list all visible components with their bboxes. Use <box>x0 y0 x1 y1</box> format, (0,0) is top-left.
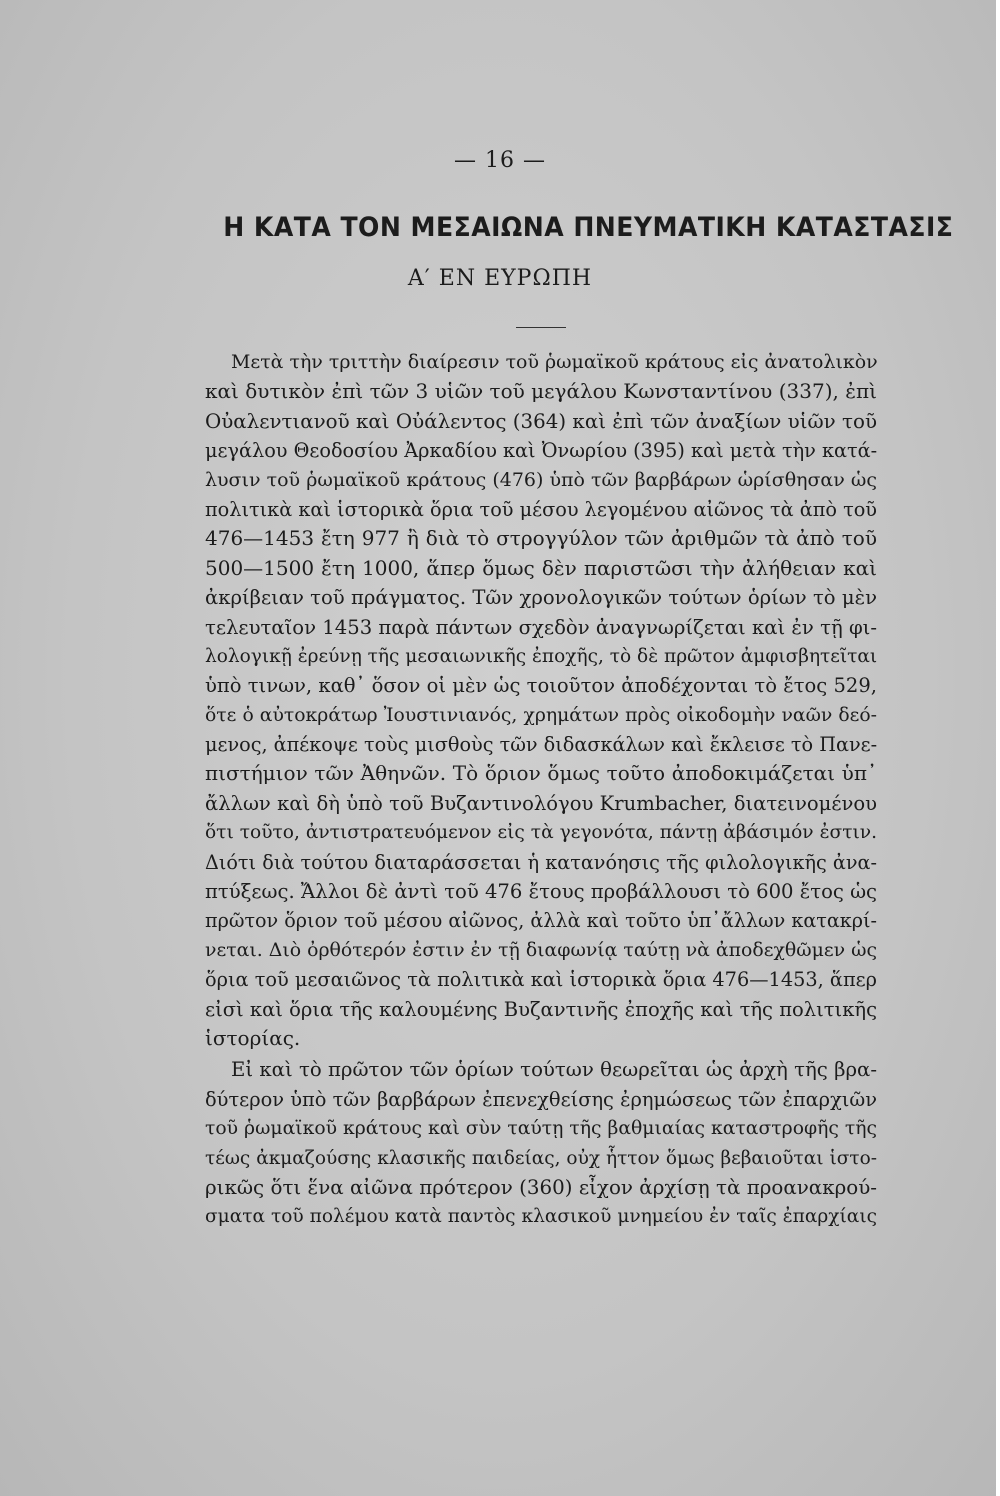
text-line: τελευταῖον 1453 παρὰ πάντων σχεδὸν ἀναγνωρίζεται καὶ ἐν τῇ φι- <box>205 615 877 639</box>
text-line: τοῦ ῥωμαϊκοῦ κράτους καὶ σὺν ταύτῃ τῆς βαθμιαίας καταστροφῆς τῆς <box>205 1118 877 1140</box>
text-line: τέως ἀκμαζούσης κλασικῆς παιδείας, οὐχ ἧττον ὅμως βεβαιοῦται ἱστο- <box>205 1147 877 1169</box>
text-line: ἄλλων καὶ δὴ ὑπὸ τοῦ Βυζαντινολόγου Krumbacher, διατεινομένου <box>205 791 877 815</box>
text-line: καὶ δυτικὸν ἐπὶ τῶν 3 υἱῶν τοῦ μεγάλου Κωνσταντίνου (337), ἐπὶ <box>205 379 877 404</box>
text-line: ρικῶς ὅτι ἕνα αἰῶνα πρότερον (360) εἶχον ἀρχίσῃ τὰ προανακρού- <box>205 1175 877 1199</box>
text-line: πιστήμιον τῶν Ἀθηνῶν. Τὸ ὅριον ὅμως τοῦτο ἀποδοκιμάζεται ὑπ᾿ <box>205 761 877 786</box>
text-line: ὅτι τοῦτο, ἀντιστρατευόμενον εἰς τὰ γεγονότα, πάντῃ ἀβάσιμόν ἐστιν. <box>205 822 877 844</box>
text-line: εἰσὶ καὶ ὅρια τῆς καλουμένης Βυζαντινῆς ἐποχῆς καὶ τῆς πολιτικῆς <box>205 997 877 1021</box>
text-line: λολογικῇ ἐρεύνῃ τῆς μεσαιωνικῆς ἐποχῆς, τὸ δὲ πρῶτον ἀμφισβητεῖται <box>205 645 878 667</box>
section-subtitle: Α′ ΕΝ ΕΥΡΩΠΗ <box>407 266 593 291</box>
text-line: ὅτε ὁ αὐτοκράτωρ Ἰουστινιανός, χρημάτων πρὸς οἰκοδομὴν ναῶν δεό- <box>205 704 877 726</box>
page-edge <box>996 0 1000 1496</box>
text-line: πολιτικὰ καὶ ἱστορικὰ ὅρια τοῦ μέσου λεγομένου αἰῶνος τὰ ἀπὸ τοῦ <box>205 497 878 521</box>
body-text <box>205 348 877 1232</box>
text-line: δύτερον ὑπὸ τῶν βαρβάρων ἐπενεχθείσης ἐρημώσεως τῶν ἐπαρχιῶν <box>205 1087 877 1111</box>
text-line: Οὐαλεντιανοῦ καὶ Οὐάλεντος (364) καὶ ἐπὶ τῶν ἀναξίων υἱῶν τοῦ <box>205 409 877 433</box>
text-line: ὑπὸ τινων, καθ᾿ ὅσον οἱ μὲν ὡς τοιοῦτον ἀποδέχονται τὸ ἔτος 529, <box>205 674 877 698</box>
text-line: νεται. Διὸ ὀρθότερόν ἐστιν ἐν τῇ διαφωνίᾳ ταύτῃ νὰ ἀποδεχθῶμεν ὡς <box>205 939 877 961</box>
text-line: μεγάλου Θεοδοσίου Ἀρκαδίου καὶ Ὀνωρίου (395) καὶ μετὰ τὴν κατά- <box>205 439 878 463</box>
text-line: πτύξεως. Ἄλλοι δὲ ἀντὶ τοῦ 476 ἔτους προβάλλουσι τὸ 600 ἔτος ὡς <box>205 880 877 904</box>
paragraph <box>205 348 877 1053</box>
text-line: 500—1500 ἔτη 1000, ἅπερ ὅμως δὲν παριστῶσι τὴν ἀλήθειαν καὶ <box>205 555 877 580</box>
text-line: Εἰ καὶ τὸ πρῶτον τῶν ὁρίων τούτων θεωρεῖται ὡς ἀρχὴ τῆς βρα- <box>231 1058 877 1082</box>
text-line: ἱστορίας. <box>205 1025 301 1050</box>
text-line: 476—1453 ἔτη 977 ἢ διὰ τὸ στρογγύλον τῶν ἀριθμῶν τὰ ἀπὸ τοῦ <box>205 526 877 551</box>
text-line: ὅρια τοῦ μεσαιῶνος τὰ πολιτικὰ καὶ ἱστορικὰ ὅρια 476—1453, ἅπερ <box>205 968 877 992</box>
text-line: Διότι διὰ τούτου διαταράσσεται ἡ κατανόησις τῆς φιλολογικῆς ἀνα- <box>205 850 877 874</box>
text-line: σματα τοῦ πολέμου κατὰ παντὸς κλασικοῦ μνημείου ἐν ταῖς ἐπαρχίαις <box>205 1206 877 1228</box>
chapter-title: Η ΚΑΤΑ ΤΟΝ ΜΕΣΑΙΩΝΑ ΠΝΕΥΜΑΤΙΚΗ ΚΑΤΑΣΤΑΣΙΣ <box>223 212 954 243</box>
text-line: μενος, ἀπέκοψε τοὺς μισθοὺς τῶν διδασκάλων καὶ ἔκλεισε τὸ Πανε- <box>205 733 878 757</box>
divider-rule <box>516 327 566 328</box>
page-number: — 16 — <box>454 148 546 173</box>
text-line: πρῶτον ὅριον τοῦ μέσου αἰῶνος, ἀλλὰ καὶ τοῦτο ὑπ᾿ἄλλων κατακρί- <box>205 909 877 933</box>
text-line: λυσιν τοῦ ῥωμαϊκοῦ κράτους (476) ὑπὸ τῶν βαρβάρων ὡρίσθησαν ὡς <box>205 468 877 491</box>
text-line: ἀκρίβειαν τοῦ πράγματος. Τῶν χρονολογικῶν τούτων ὁρίων τὸ μὲν <box>205 586 877 610</box>
text-line: Μετὰ τὴν τριττὴν διαίρεσιν τοῦ ῥωμαϊκοῦ κράτους εἰς ἀνατολικὸν <box>231 351 878 373</box>
paragraph <box>205 1055 877 1231</box>
